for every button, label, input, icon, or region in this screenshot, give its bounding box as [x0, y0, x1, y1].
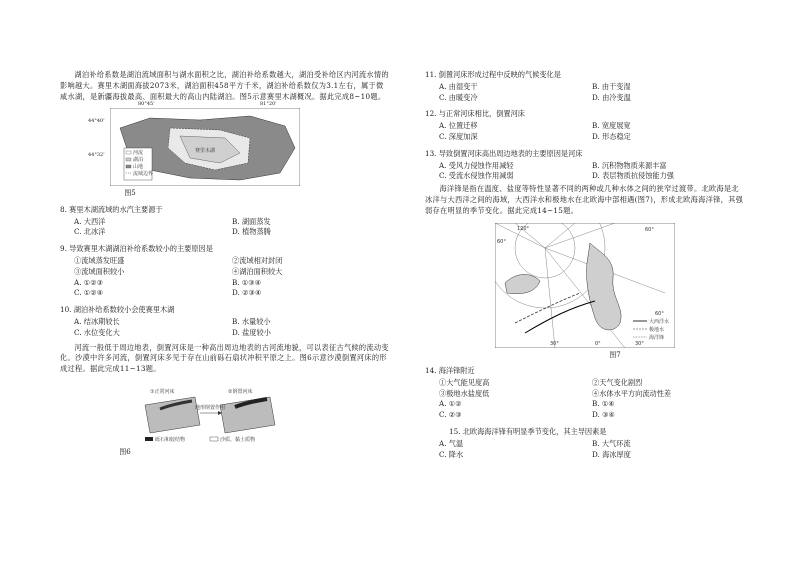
- fig6-arrow-label: 地形倒置作用: [195, 405, 226, 412]
- figure-5-caption: 图5: [124, 189, 136, 198]
- q14-statement-1: ①大气能见度高: [439, 377, 490, 387]
- legend-river: 河流: [133, 150, 144, 157]
- figure-5-map: [88, 101, 300, 186]
- question-13-stem: 13. 导致倒置河床高出周边地表的主要原因是河床: [425, 148, 583, 158]
- question-9-stem: 9. 导致赛里木湖湖泊补给系数较小的主要原因是: [60, 244, 213, 254]
- fig7-label-0: 0°: [595, 340, 601, 347]
- fig7-label-30a: 30°: [550, 340, 559, 347]
- q14-option-a[interactable]: A. ①②: [439, 399, 462, 409]
- fig7-legend-front: 海洋锋: [649, 334, 665, 341]
- q14-option-c[interactable]: C. ②③: [439, 410, 462, 420]
- question-12-options: [439, 121, 745, 143]
- legend-mountain: 山地: [133, 164, 144, 171]
- fig6-label-normal: ①正常河床: [150, 389, 175, 396]
- q11-option-a[interactable]: A. 由湿变干: [439, 81, 478, 91]
- q11-option-d[interactable]: D. 由冷变温: [592, 92, 631, 102]
- q12-option-c[interactable]: C. 深度加深: [439, 131, 478, 141]
- q9-option-d[interactable]: D. ②③④: [232, 288, 262, 298]
- fig7-label-60c: 60°: [645, 226, 654, 233]
- q14-option-d[interactable]: D. ③④: [592, 410, 615, 420]
- figure-6-diagram: [140, 385, 280, 445]
- left-column: [60, 70, 390, 460]
- q12-option-a[interactable]: A. 位置迁移: [439, 121, 478, 131]
- q13-option-b[interactable]: B. 沉积物物质来源丰富: [592, 160, 667, 170]
- fig7-label-60a: 60°: [497, 238, 506, 245]
- question-12-stem: 12. 与正常河床相比，倒置河床: [425, 109, 525, 119]
- q14-statement-3: ③极地水盐度低: [439, 388, 490, 398]
- q8-option-d[interactable]: D. 植物蒸腾: [232, 227, 271, 237]
- question-10-stem: 10. 湖泊补给系数较小会使赛里木湖: [60, 305, 175, 315]
- question-8-options: [74, 217, 390, 239]
- q15-option-d[interactable]: D. 海冰厚度: [592, 449, 631, 459]
- figure-7-map: [495, 223, 675, 348]
- q9-option-a[interactable]: A. ①②③: [74, 277, 104, 287]
- lat-label-1: 44°40': [88, 118, 105, 125]
- question-15-stem: 15. 北欧海海洋锋有明显季节变化，其主导因素是: [449, 427, 607, 437]
- q11-option-b[interactable]: B. 由干变湿: [592, 81, 631, 91]
- q13-option-a[interactable]: A. 受风力侵蚀作用减轻: [439, 160, 514, 170]
- q13-option-d[interactable]: D. 表层物质抗侵蚀能力强: [592, 171, 674, 181]
- fig7-label-60b: 60°: [655, 310, 664, 317]
- fig7-legend-atlantic: 大西洋水: [649, 318, 670, 325]
- intro-paragraph-2: 河流一般低于周边地表，倒置河床是一种高出周边地表的古河流地貌，可以表征古气候的流动变化。沙漠中许多河流，倒置河床多见于存在山前砾石扇状冲积平原之上。图6示意沙漠倒置河床的形成过程。据此完成11~13题。: [60, 342, 389, 374]
- q15-option-c[interactable]: C. 降水: [439, 449, 464, 459]
- q9-option-b[interactable]: B. ①③④: [232, 277, 262, 287]
- fig6-legend-1: 砾石和胶结物: [155, 437, 186, 444]
- fig6-legend-2: 沙质、黏土质物: [220, 437, 256, 444]
- q14-statement-4: ④水体水平方向流动性差: [592, 388, 672, 398]
- q14-statement-2: ②天气变化剧烈: [592, 377, 643, 387]
- q10-option-a[interactable]: A. 结冰期较长: [74, 317, 120, 327]
- lat-label-2: 44°32': [88, 152, 105, 159]
- right-column: [425, 70, 745, 460]
- lake-label: 赛里木湖: [195, 148, 216, 155]
- question-9-statements: [74, 256, 390, 299]
- question-11-options: [439, 82, 745, 104]
- q10-option-d[interactable]: D. 盐度较小: [232, 327, 271, 337]
- lon-label-2: 81°20': [260, 101, 277, 108]
- q9-statement-3: ③流域面积较小: [74, 266, 125, 276]
- q12-option-d[interactable]: D. 形态稳定: [592, 131, 631, 141]
- q8-option-a[interactable]: A. 大西洋: [74, 216, 106, 226]
- q12-option-b[interactable]: B. 宽度展宽: [592, 121, 631, 131]
- question-14-stem: 14. 海洋锋附近: [425, 366, 475, 376]
- figure-7-caption: 图7: [609, 350, 621, 359]
- q8-option-b[interactable]: B. 湖面蒸发: [232, 216, 271, 226]
- q10-option-b[interactable]: B. 水量较小: [232, 317, 271, 327]
- question-14-options: [439, 378, 745, 421]
- intro-paragraph-1: 湖泊补给系数是湖泊流域面积与湖水面积之比，湖泊补给系数越大，湖泊受补给区内河流水情的影响越大。赛里木湖面海拔2073米，湖泊面积458平方千米，湖泊补给系数仅为3.1左右，属于微咸水湖，是新疆海拔最高、面积最大的高山内陆湖泊。图5示意赛里木湖概况。据此完成8~10题。: [60, 70, 389, 101]
- q13-option-c[interactable]: C. 受流水侵蚀作用减弱: [439, 171, 514, 181]
- question-11-stem: 11. 倒置河床形成过程中反映的气候变化是: [425, 70, 561, 79]
- question-10-options: [74, 317, 390, 339]
- q11-option-c[interactable]: C. 由暖变冷: [439, 92, 478, 102]
- question-15-options: [439, 439, 745, 461]
- q14-option-b[interactable]: B. ①④: [592, 399, 615, 409]
- figure-6-caption: 图6: [119, 448, 131, 457]
- question-13-options: [439, 161, 745, 183]
- lon-label-1: 80°45': [138, 101, 155, 108]
- q9-option-c[interactable]: C. ①②④: [74, 288, 104, 298]
- q15-option-a[interactable]: A. 气温: [439, 438, 464, 448]
- question-8-stem: 8. 赛里木湖流域的水汽主要源于: [60, 204, 163, 214]
- q9-statement-2: ②流域相对封闭: [232, 256, 283, 266]
- q9-statement-4: ④湖泊面积较大: [232, 266, 283, 276]
- legend-lake: 湖泊: [133, 157, 144, 164]
- q15-option-b[interactable]: B. 大气环流: [592, 438, 631, 448]
- intro-paragraph-3: 海洋锋是指在温度、盐度等特性显著不同的两种或几种水体之间的狭窄过渡带。北欧海是北冰洋与大西洋之间的海域，大西洋水和极地水在北欧海中部相遇(图7)，形成北欧海海洋锋，其强弱存在明显的季节变化。据此完成14~15题。: [425, 184, 744, 215]
- q9-statement-1: ①流域蒸发旺盛: [74, 256, 125, 266]
- legend-boundary: 流域边界: [133, 171, 154, 178]
- fig6-label-inverted: ②倒置河床: [228, 389, 253, 396]
- q8-option-c[interactable]: C. 北冰洋: [74, 227, 106, 237]
- fig7-legend-polar: 极地水: [649, 326, 665, 333]
- q10-option-c[interactable]: C. 水位变化大: [74, 327, 120, 337]
- fig7-label-30b: 30°: [635, 340, 644, 347]
- fig7-label-120: 120°: [517, 225, 530, 232]
